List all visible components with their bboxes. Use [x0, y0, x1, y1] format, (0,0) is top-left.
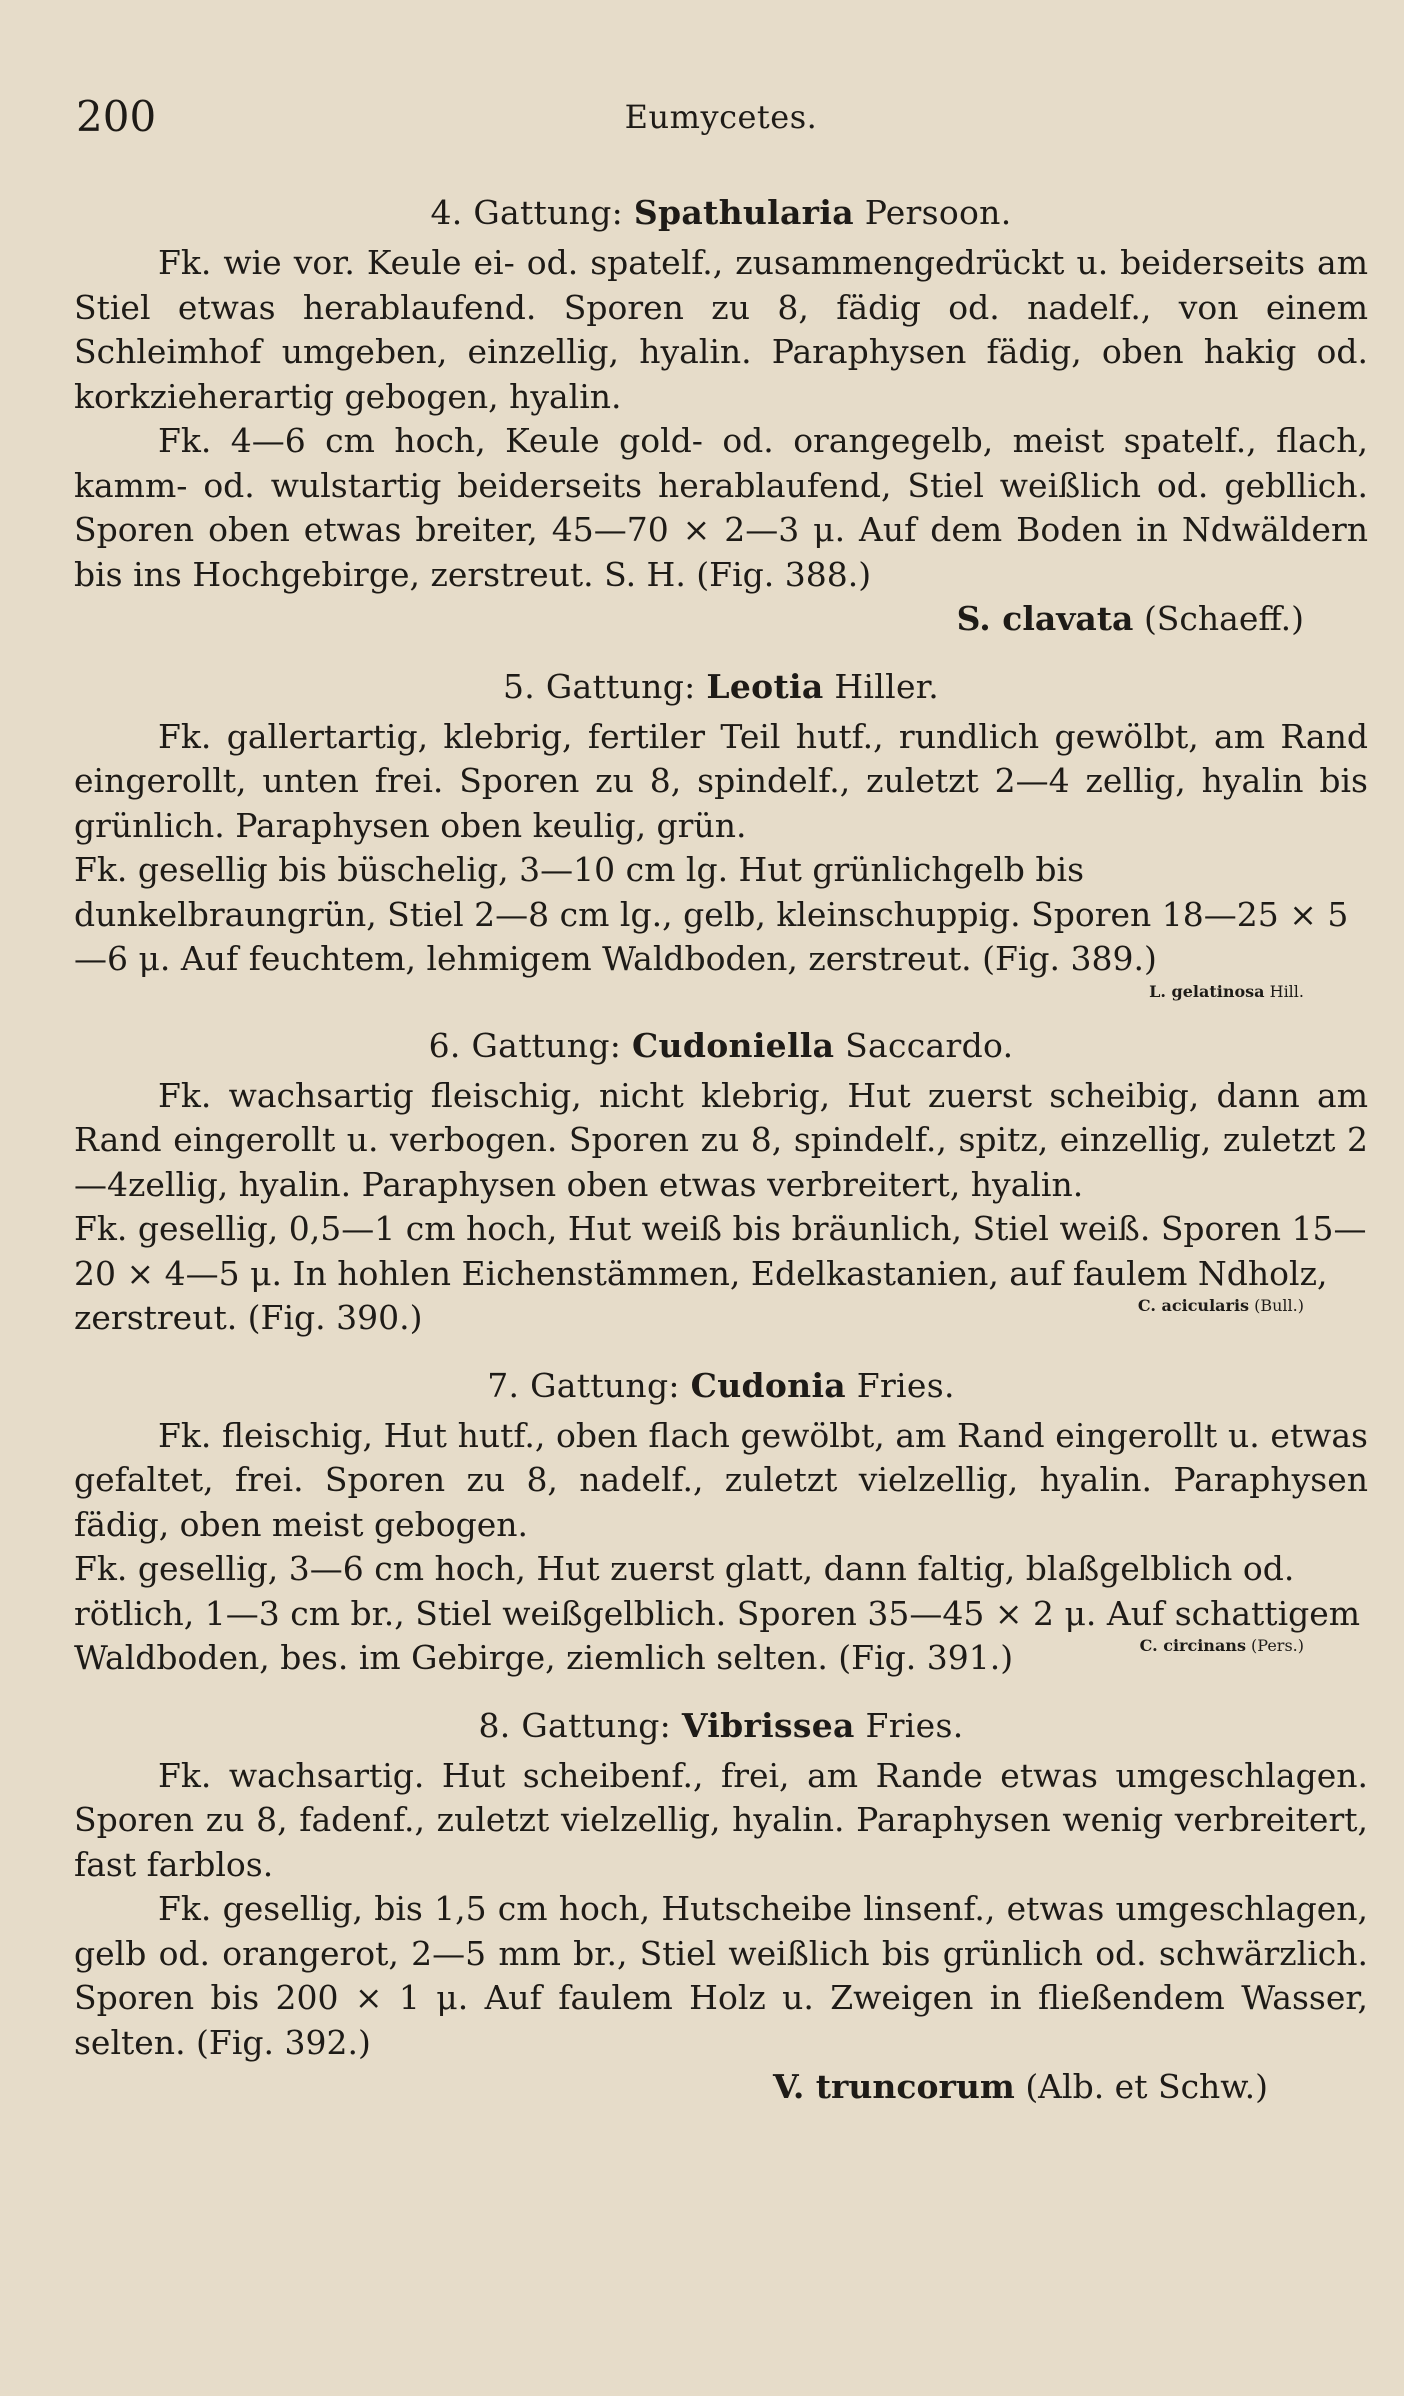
species-description-block: [74, 848, 1368, 1001]
species-description: Fk. gesellig bis büschelig, 3—10 cm lg. Hut grünlichgelb bis dunkelbraungrün, Stiel 2—8 cm lg., gelb, kleinschuppig. Sporen 18—25 × 5—6 μ. Auf feuchtem, lehmigem Waldboden, zerstreut. (Fig. 389.): [74, 850, 1349, 978]
genus-description: Fk. gallertartig, klebrig, fertiler Teil hutf., rundlich gewölbt, am Rand eingerollt, unten frei. Sporen zu 8, spindelf., zuletzt 2—4 zellig, hyalin bis grünlich. Paraphysen oben keulig, grün.: [74, 716, 1368, 845]
species-description: Fk. gesellig, 3—6 cm hoch, Hut zuerst glatt, dann faltig, blaßgelblich od. rötlich, 1—3 cm br., Stiel weißgelblich. Sporen 35—45 × 2 μ. Auf schattigem Waldboden, bes. im Gebirge, ziemlich selten. (Fig. 391.): [74, 1549, 1361, 1677]
running-title: Eumycetes.: [624, 98, 818, 136]
species-author: Hill.: [1269, 981, 1304, 1001]
section-heading: [74, 664, 1368, 709]
genus-name: Cudonia: [690, 1365, 846, 1405]
species-name-line: [74, 2065, 1268, 2110]
species-name: C. acicularis: [1137, 1296, 1250, 1315]
species-author: (Bull.): [1254, 1296, 1304, 1315]
section-heading: [74, 1703, 1368, 1748]
genus-description: Fk. wachsartig fleischig, nicht klebrig, Hut zuerst scheibig, dann am Rand eingerollt u. verbogen. Sporen zu 8, spindelf., spitz, einzellig, zuletzt 2—4zellig, hyalin. Paraphysen oben etwas verbreitert, hyalin.: [74, 1075, 1368, 1204]
section-heading: [74, 1023, 1368, 1068]
heading-prefix: 7. Gattung:: [487, 1365, 680, 1405]
heading-prefix: 5. Gattung:: [502, 666, 696, 706]
genus-description: Fk. wie vor. Keule ei- od. spatelf., zusammengedrückt u. beiderseits am Stiel etwas herablaufend. Sporen zu 8, fädig od. nadelf., von einem Schleimhof umgeben, einzellig, hyalin. Paraphysen fädig, oben hakig od. korkzieherartig gebogen, hyalin.: [74, 243, 1368, 416]
genus-author: Fries.: [856, 1365, 955, 1405]
species-name: S. clavata: [956, 599, 1134, 638]
species-description-block: [74, 1547, 1368, 1681]
section-heading: [74, 190, 1368, 235]
species-author: (Alb. et Schw.): [1025, 2067, 1268, 2106]
section-heading: [74, 1363, 1368, 1408]
page-number: 200: [76, 92, 157, 141]
section-spathularia: [74, 190, 1368, 642]
species-author: (Pers.): [1251, 1636, 1304, 1655]
genus-author: Hiller.: [834, 666, 940, 706]
species-description: Fk. 4—6 cm hoch, Keule gold- od. orangegelb, meist spatelf., flach, kamm- od. wulstartig beiderseits herablaufend, Stiel weißlich od. gebllich. Sporen oben etwas breiter, 45—70 × 2—3 μ. Auf dem Boden in Ndwäldern bis ins Hochgebirge, zerstreut. S. H. (Fig. 388.): [74, 421, 1368, 594]
species-description-block: [74, 1207, 1368, 1341]
genus-description: Fk. fleischig, Hut hutf., oben flach gewölbt, am Rand eingerollt u. etwas gefaltet, frei. Sporen zu 8, nadelf., zuletzt vielzellig, hyalin. Paraphysen fädig, oben meist gebogen.: [74, 1415, 1368, 1544]
section-leotia: [74, 664, 1368, 1001]
section-cudonia: [74, 1363, 1368, 1681]
species-author: (Schaeff.): [1143, 599, 1304, 638]
page-body: [74, 190, 1368, 2132]
heading-prefix: 8. Gattung:: [478, 1705, 672, 1745]
genus-name: Cudoniella: [631, 1025, 835, 1065]
running-head: [76, 92, 1366, 152]
heading-prefix: 6. Gattung:: [428, 1025, 622, 1065]
species-name-line: [1138, 1296, 1304, 1315]
heading-prefix: 4. Gattung:: [430, 193, 624, 232]
genus-author: Persoon.: [864, 193, 1012, 232]
species-name: V. truncorum: [772, 2067, 1015, 2106]
species-name: C. circinans: [1139, 1636, 1246, 1655]
species-description: Fk. gesellig, 0,5—1 cm hoch, Hut weiß bis bräunlich, Stiel weiß. Sporen 15—20 × 4—5 μ. In hohlen Eichenstämmen, Edelkastanien, auf faulem Ndholz, zerstreut. (Fig. 390.): [74, 1209, 1367, 1337]
genus-author: Fries.: [865, 1705, 964, 1745]
section-cudoniella: [74, 1023, 1368, 1341]
genus-name: Leotia: [706, 666, 824, 706]
species-name-line: [1149, 982, 1304, 1001]
genus-description: Fk. wachsartig. Hut scheibenf., frei, am Rande etwas umgeschlagen. Sporen zu 8, fadenf., zuletzt vielzellig, hyalin. Paraphysen wenig verbreitert, fast farblos.: [74, 1755, 1368, 1884]
genus-author: Saccardo.: [845, 1025, 1014, 1065]
genus-name: Vibrissea: [681, 1705, 855, 1745]
species-name: L. gelatinosa: [1149, 981, 1265, 1001]
genus-name: Spathularia: [633, 193, 854, 232]
species-name-line: [1140, 1636, 1304, 1655]
section-vibrissea: [74, 1703, 1368, 2110]
species-name-line: [74, 597, 1304, 642]
species-description: Fk. gesellig, bis 1,5 cm hoch, Hutscheibe linsenf., etwas umgeschlagen, gelb od. orangerot, 2—5 mm br., Stiel weißlich bis grünlich od. schwärzlich. Sporen bis 200 × 1 μ. Auf faulem Holz u. Zweigen in fließendem Wasser, selten. (Fig. 392.): [74, 1889, 1368, 2062]
